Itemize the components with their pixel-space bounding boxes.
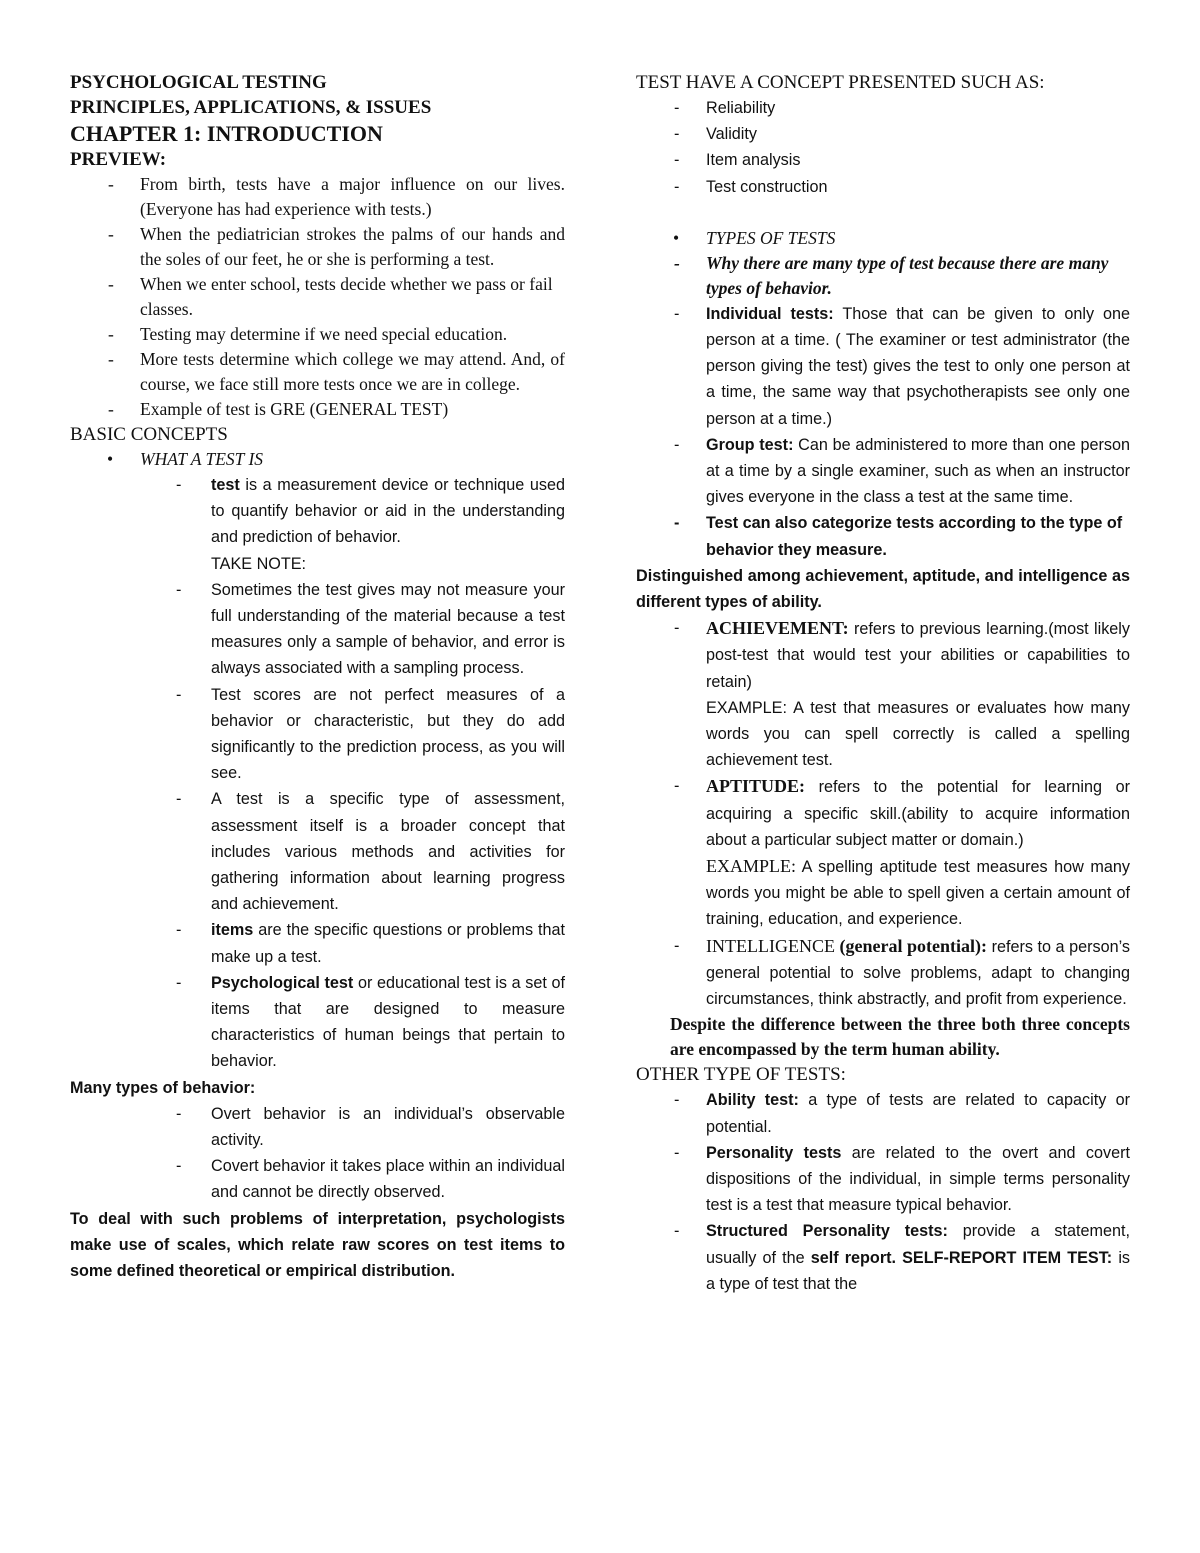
concept-item: - Item analysis xyxy=(636,147,1130,173)
intelligence-item: - INTELLIGENCE (general potential): refers to a person’s general potential to solve problems, adapt to changing circumstances, think abstractly, and profit from experience. xyxy=(636,933,1130,1013)
preview-item: - From birth, tests have a major influence on our lives. (Everyone has had experience with tests.) xyxy=(70,172,565,222)
structured-personality-item: - Structured Personality tests: provide a statement, usually of the self report. SELF-REPORT ITEM TEST: is a type of test that the xyxy=(636,1218,1130,1297)
term-test: test xyxy=(211,476,240,494)
note-item: - Sometimes the test gives may not measure your full understanding of the material because a test measures only a sample of behavior, and error is always associated with a sampling process. xyxy=(70,577,565,682)
term-achievement: ACHIEVEMENT: xyxy=(706,618,849,639)
preview-item: - Testing may determine if we need special education. xyxy=(70,322,565,347)
concept-heading: TEST HAVE A CONCEPT PRESENTED SUCH AS: xyxy=(636,72,1045,93)
term-structured-personality: Structured Personality tests: xyxy=(706,1222,948,1241)
right-column xyxy=(636,70,1130,1297)
group-test: - Group test: Can be administered to more than one person at a time by a single examiner, such as when an instructor gives everyone in the class a test at the same time. xyxy=(636,432,1130,511)
what-a-test-is-bullet: • WHAT A TEST IS xyxy=(70,447,565,472)
aptitude-item: - APTITUDE: refers to the potential for learning or acquiring a specific skill.(ability to acquire information about a particular subject matter or domain.) xyxy=(636,773,1130,853)
note-item: - Psychological test or educational test is a set of items that are designed to measure characteristics of human beings that pertain to behavior. xyxy=(70,970,565,1075)
take-note-label: TAKE NOTE: xyxy=(211,554,307,573)
distinguished-paragraph: Distinguished among achievement, aptitude, and intelligence as different types of ability. xyxy=(636,566,1130,612)
term-items: items xyxy=(211,921,254,940)
preview-item: - Example of test is GRE (GENERAL TEST) xyxy=(70,397,565,422)
term-individual-tests: Individual tests: xyxy=(706,304,834,323)
personality-tests-item: - Personality tests are related to the overt and covert dispositions of the individual, in simple terms personality test is a test that measure typical behavior. xyxy=(636,1140,1130,1219)
individual-tests: - Individual tests: Those that can be given to only one person at a time. ( The examiner or test administrator (the person giving the test) gives the test to only one person at a time, the same way that psychotherapists see only one person at a time.) xyxy=(636,301,1130,432)
overt-behavior: - Overt behavior is an individual’s observable activity. xyxy=(70,1101,565,1153)
other-types-heading: OTHER TYPE OF TESTS: xyxy=(636,1064,846,1086)
preview-item: - When we enter school, tests decide whether we pass or fail classes. xyxy=(70,272,565,322)
term-intelligence: INTELLIGENCE xyxy=(706,935,835,956)
achievement-example: EXAMPLE: A test that measures or evaluates how many words you can spell correctly is called a spelling achievement test. xyxy=(706,698,1130,770)
why-many-types: - Why there are many type of test because there are many types of behavior. xyxy=(636,251,1130,301)
aptitude-example: EXAMPLE: A spelling aptitude test measures how many words you might be able to spell given a certain amount of training, education, and experience. xyxy=(706,856,1130,929)
concept-item: - Reliability xyxy=(636,95,1130,121)
term-group-test: Group test: xyxy=(706,435,794,454)
note-item: - items are the specific questions or problems that make up a test. xyxy=(70,917,565,969)
term-personality-tests: Personality tests xyxy=(706,1143,842,1162)
basic-concepts-heading: BASIC CONCEPTS xyxy=(70,424,228,445)
test-definition: - test is a measurement device or technique used to quantify behavior or aid in the understanding and prediction of behavior. xyxy=(70,472,565,551)
despite-paragraph: Despite the difference between the three both three concepts are encompassed by the term human ability. xyxy=(670,1014,1130,1060)
closing-paragraph: To deal with such problems of interpretation, psychologists make use of scales, which relate raw scores on test items to some defined theoretical or empirical distribution. xyxy=(70,1209,565,1281)
note-item: - Test scores are not perfect measures of a behavior or characteristic, but they do add significantly to the prediction process, as you will see. xyxy=(70,682,565,787)
preview-item: - More tests determine which college we may attend. And, of course, we face still more tests once we are in college. xyxy=(70,347,565,397)
ability-test-item: - Ability test: a type of tests are related to capacity or potential. xyxy=(636,1087,1130,1139)
note-item: - A test is a specific type of assessment, assessment itself is a broader concept that includes various methods and activities for gathering information about learning progress and achievement. xyxy=(70,786,565,917)
chapter-heading: CHAPTER 1: INTRODUCTION xyxy=(70,121,383,146)
document-subtitle: PRINCIPLES, APPLICATIONS, & ISSUES xyxy=(70,97,432,118)
document-title: PSYCHOLOGICAL TESTING xyxy=(70,72,327,93)
types-of-tests-bullet: • TYPES OF TESTS xyxy=(636,226,1130,251)
spacer xyxy=(636,200,1130,226)
left-column xyxy=(70,70,565,1284)
concept-item: - Test construction xyxy=(636,174,1130,200)
many-types-heading: Many types of behavior: xyxy=(70,1078,256,1097)
preview-item: - When the pediatrician strokes the palms of our hands and the soles of our feet, he or she is performing a test. xyxy=(70,222,565,272)
concept-item: - Validity xyxy=(636,121,1130,147)
categorize-tests: - Test can also categorize tests according to the type of behavior they measure. xyxy=(636,510,1130,562)
covert-behavior: - Covert behavior it takes place within an individual and cannot be directly observed. xyxy=(70,1153,565,1205)
term-psychological-test: Psychological test xyxy=(211,973,354,992)
achievement-item: - ACHIEVEMENT: refers to previous learning.(most likely post-test that would test your abilities or capabilities to retain) xyxy=(636,615,1130,695)
term-aptitude: APTITUDE: xyxy=(706,776,806,797)
preview-heading: PREVIEW: xyxy=(70,149,167,170)
term-ability-test: Ability test: xyxy=(706,1091,799,1110)
